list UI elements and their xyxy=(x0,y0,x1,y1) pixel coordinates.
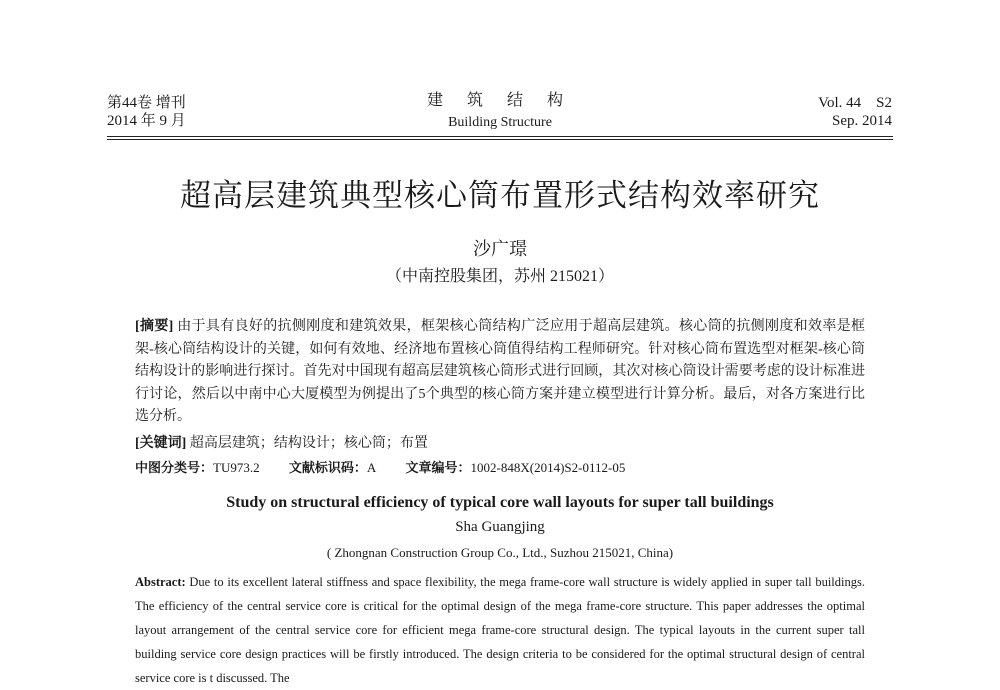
header-date-cn: 2014 年 9 月 xyxy=(107,113,186,129)
clc-value: TU973.2 xyxy=(213,460,260,475)
journal-name-en: Building Structure xyxy=(448,115,552,130)
abstract-en-label: Abstract: xyxy=(135,575,186,589)
classification-line xyxy=(135,457,651,476)
clc-label: 中图分类号： xyxy=(135,460,214,475)
title-en: Study on structural efficiency of typical core wall layouts for super tall buildings xyxy=(226,494,774,511)
abstract-en-text: Due to its excellent lateral stiffness and space flexibility, the mega frame-core wall structure is widely applied in super tall buildings. The efficiency of the central service core is critical for the optimal design of the mega frame-core structure. This paper addresses the optimal layout arrangement of the central service core for efficient mega frame-core structural design. The typical layouts in the current super tall building service core design practices will be firstly introduced. The design criteria to be considered for the optimal structural design of central service core is t discussed. The xyxy=(135,575,865,685)
author-en: Sha Guangjing xyxy=(455,519,545,535)
affiliation-en: ( Zhongnan Construction Group Co., Ltd., Suzhou 215021, China) xyxy=(326,545,674,560)
doc-code xyxy=(289,460,376,475)
keywords-cn-text: 超高层建筑；结构设计；核心筒；布置 xyxy=(189,436,428,451)
abstract-en xyxy=(135,570,865,690)
header-volume: 第44卷 增刊 xyxy=(107,95,186,111)
abstract-cn-label: [摘要] xyxy=(135,319,174,334)
header-rule-top xyxy=(107,136,893,137)
page-title: 超高层建筑典型核心筒布置形式结构效率研究 xyxy=(180,178,820,213)
author-cn: 沙广璟 xyxy=(473,239,527,259)
header-date-en: Sep. 2014 xyxy=(832,113,892,129)
header-rule-bottom xyxy=(107,139,893,140)
article-label: 文章编号： xyxy=(405,460,471,475)
header-vol-en: Vol. 44 S2 xyxy=(818,95,892,111)
abstract-cn xyxy=(135,316,865,429)
journal-name-cn: 建 筑 结 构 xyxy=(426,92,573,109)
affiliation-cn: （中南控股集团，苏州 215021） xyxy=(385,268,614,285)
abstract-cn-text: 由于具有良好的抗侧刚度和建筑效果，框架核心筒结构广泛应用于超高层建筑。核心筒的抗侧刚度和效率是框架-核心筒结构设计的关键，如何有效地、经济地布置核心筒值得结构工程师研究。针对核心筒布置选型对框架-核心筒结构设计的影响进行探讨。首先对中国现有超高层建筑核心筒形式进行回顾，其次对核心筒设计需要考虑的设计标准进行讨论，然后以中南中心大厦模型为例提出了5个典型的核心筒方案并建立模型进行计算分析。最后，对各方案进行比选分析。 xyxy=(135,319,866,424)
article-number xyxy=(406,460,626,475)
article-value: 1002-848X(2014)S2-0112-05 xyxy=(470,460,626,475)
doc-label: 文献标识码： xyxy=(288,460,367,475)
keywords-cn-label: [关键词] xyxy=(135,436,187,451)
clc-number xyxy=(135,460,260,475)
keywords-cn xyxy=(135,432,428,452)
header-issue-info xyxy=(818,94,892,130)
doc-value: A xyxy=(366,460,377,475)
